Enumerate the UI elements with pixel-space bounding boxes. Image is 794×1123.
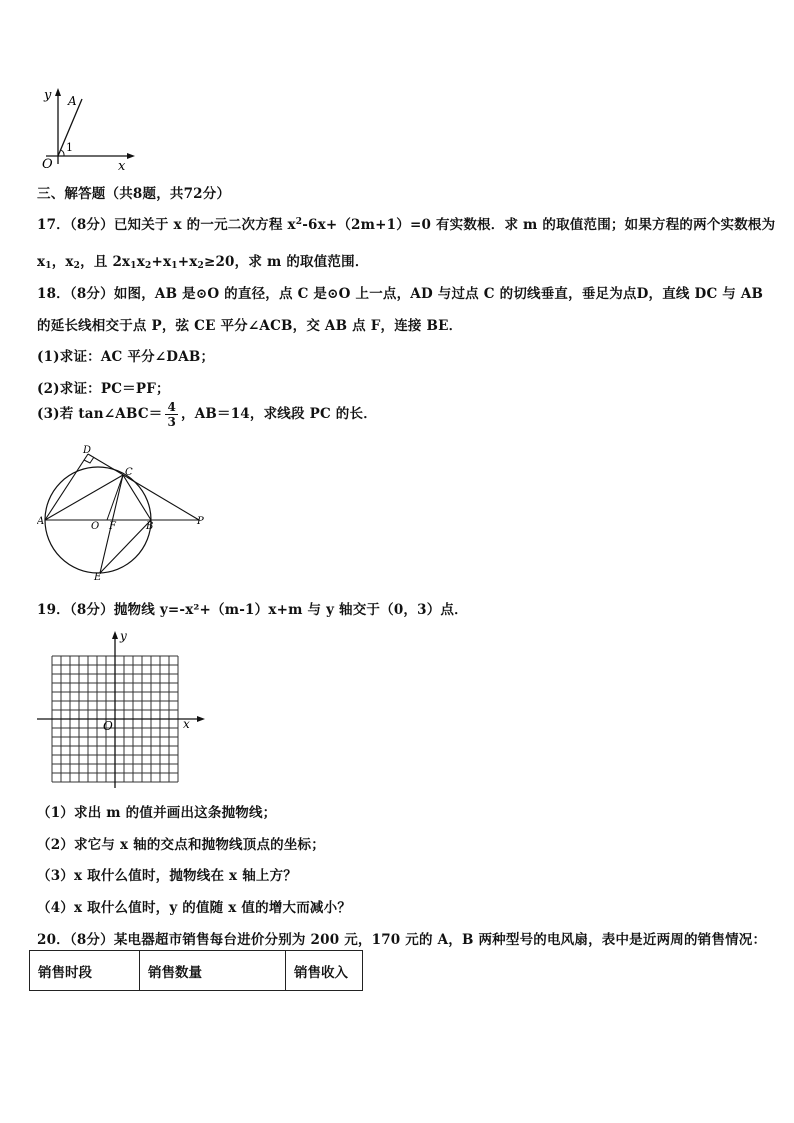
grid-origin-label: O — [103, 719, 113, 733]
label-o: O — [91, 521, 100, 532]
q18-part1: (1)求证：AC 平分∠DAB； — [37, 349, 215, 365]
grid-x-arrow — [197, 716, 205, 722]
q17-l2g: ≥20，求 m 的取值范围． — [203, 254, 369, 270]
q18-part3 — [37, 400, 377, 429]
label-e: E — [94, 572, 102, 582]
q17-s3: 1 — [130, 261, 137, 271]
q18-part2: (2)求证：PC＝PF； — [37, 381, 170, 397]
sales-table — [29, 950, 363, 991]
segment-cf-aux — [107, 475, 123, 520]
q19-part2: （2）求它与 x 轴的交点和抛物线顶点的坐标； — [37, 837, 325, 853]
label-f: F — [109, 521, 116, 532]
origin-label: O — [42, 157, 53, 170]
circle-figure — [37, 444, 207, 582]
q17-line1 — [37, 213, 775, 233]
q17-l1b: -6x+（2m+1）=0 有实数根．求 m 的取值范围；如果方程的两个实数根为 — [302, 217, 776, 233]
q20-title: 20．（8分）某电器超市销售每台进价分别为 200 元，170 元的 A，B 两种型号的电风扇，表中是近两周的销售情况： — [37, 932, 767, 948]
q17-l2b: ，x — [51, 254, 74, 270]
q17-s4: 2 — [145, 261, 152, 271]
frac-num: 4 — [167, 400, 177, 414]
q19-title: 19．（8分）抛物线 y=-x²+（m-1）x+m 与 y 轴交于（0，3）点． — [37, 602, 468, 618]
q17-s2: 2 — [73, 261, 81, 271]
q17-line2 — [37, 250, 369, 271]
label-a: A — [37, 516, 45, 527]
q17-l2d: x — [136, 254, 146, 270]
q18-line1: 18．（8分）如图，AB 是⊙O 的直径，点 C 是⊙O 上一点，AD 与过点 C 的切线垂直，垂足为点D，直线 DC 与 AB — [37, 286, 764, 302]
q17-l2f: +x — [177, 254, 198, 270]
a-label: A — [68, 94, 77, 108]
header-sales-income: 销售收入 — [286, 951, 363, 991]
coordinate-grid — [37, 628, 209, 788]
q17-l2a: x — [37, 254, 46, 270]
grid-y-label: y — [120, 629, 127, 643]
label-p: P — [197, 516, 204, 527]
q17-l2c: ，且 2x — [80, 254, 131, 270]
label-b: B — [146, 521, 154, 532]
q17-s5: 1 — [171, 261, 178, 271]
q17-l2e: +x — [151, 254, 172, 270]
header-sales-period: 销售时段 — [30, 951, 140, 991]
header-sales-quantity: 销售数量 — [140, 951, 286, 991]
q19-part4: （4）x 取什么值时，y 的值随 x 值的增大而减小？ — [37, 900, 352, 916]
segment-dp — [88, 454, 199, 520]
q17-s6: 2 — [197, 261, 204, 271]
segment-cb — [123, 475, 151, 520]
y-axis-arrow — [55, 88, 61, 96]
x-label: x — [118, 159, 126, 170]
label-c: C — [125, 467, 133, 478]
q18-part3-a: (3)若 tan∠ABC＝ — [37, 406, 163, 422]
frac-den: 3 — [167, 415, 177, 429]
segment-ac — [45, 475, 123, 520]
angle-figure — [38, 86, 138, 170]
angle-arc — [61, 150, 64, 156]
label-d: D — [83, 445, 92, 456]
x-axis-arrow — [127, 153, 135, 159]
q19-part1: （1）求出 m 的值并画出这条抛物线； — [37, 805, 277, 821]
q18-part3-b: ，AB＝14，求线段 PC 的长． — [181, 406, 377, 422]
q17-s1: 1 — [45, 261, 52, 271]
y-label: y — [44, 88, 52, 103]
q17-l1a: 17．（8分）已知关于 x 的一元二次方程 x — [37, 217, 296, 233]
q19-part3: （3）x 取什么值时，抛物线在 x 轴上方？ — [37, 868, 297, 884]
angle-1-label: 1 — [66, 141, 73, 154]
table-header-row — [30, 951, 363, 991]
grid-y-arrow — [112, 631, 118, 639]
segment-ad — [45, 454, 88, 520]
grid-x-label: x — [183, 717, 190, 731]
q18-line2: 的延长线相交于点 P，弦 CE 平分∠ACB，交 AB 点 F，连接 BE． — [37, 318, 463, 334]
q17-sup: 2 — [295, 217, 303, 227]
section-title: 三、解答题（共8题，共72分） — [37, 186, 231, 202]
fraction-4-3 — [165, 400, 178, 429]
